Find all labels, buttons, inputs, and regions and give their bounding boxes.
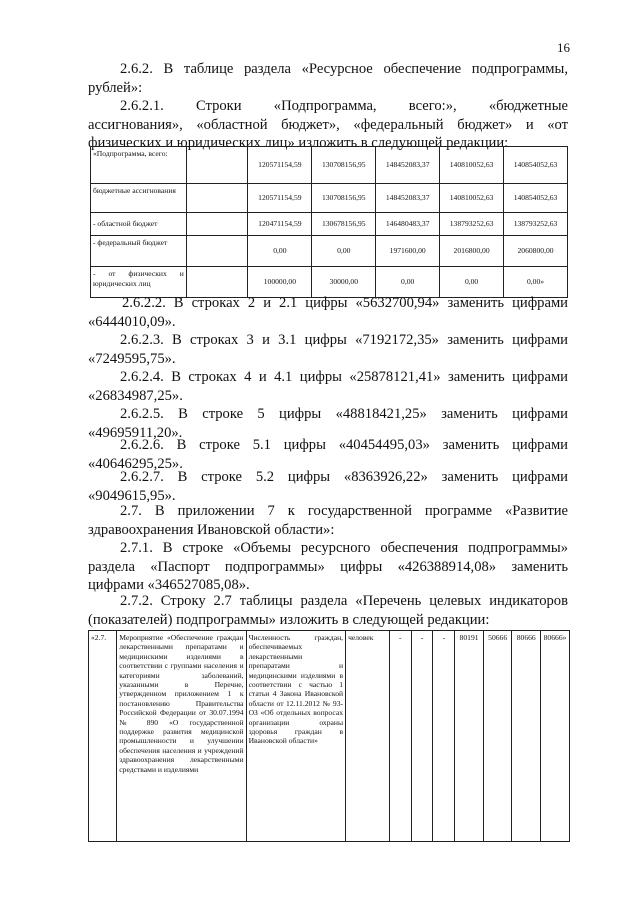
page-number: 16 [557, 40, 570, 55]
text-line: 2.6.2.3. В строках 3 и 3.1 цифры «7192172,35» заменить цифрами [120, 332, 568, 348]
table-cell: 80666» [541, 631, 570, 842]
table-cell [186, 236, 248, 267]
table-row [91, 267, 568, 298]
paragraph-2-6-2 [88, 60, 568, 97]
table-row [91, 213, 568, 236]
text-line: ассигнования», «областной бюджет», «федеральный бюджет» и «от [88, 116, 568, 133]
text-line: физических и юридических лиц» изложить в следующей редакции: [88, 135, 509, 151]
table-cell: - [389, 631, 411, 842]
table-cell: 2016800,00 [440, 236, 504, 267]
unit-cell: человек [346, 631, 390, 842]
table-cell: 120571154,59 [248, 147, 312, 184]
table-cell: - [433, 631, 455, 842]
text-line: 2.6.2.4. В строках 4 и 4.1 цифры «25878121,41» заменить цифрами [120, 369, 568, 385]
table-cell: 30000,00 [312, 267, 376, 298]
table-cell: 148452083,37 [376, 147, 440, 184]
text-line: «40646295,25». [88, 455, 183, 472]
paragraph-2-6-2-4 [88, 368, 568, 405]
table-cell: 130708156,95 [312, 184, 376, 213]
table-cell [186, 184, 248, 213]
table-row [89, 631, 570, 842]
paragraph-2-6-2-1 [88, 97, 568, 153]
table-row [91, 236, 568, 267]
text-line: «26834987,25». [88, 387, 183, 404]
table-cell: 0,00 [376, 267, 440, 298]
text-line: (показателей) подпрограммы» изложить в следующей редакции: [88, 611, 490, 628]
table-cell: 140810052,63 [440, 184, 504, 213]
row-number: «2.7. [89, 631, 117, 842]
table-cell: 2060800,00 [504, 236, 568, 267]
table-cell [186, 213, 248, 236]
table-row [91, 184, 568, 213]
text-line: «9049615,95». [88, 487, 176, 504]
text-line: 2.6.2.2. В строках 2 и 2.1 цифры «5632700,94» заменить цифрами [122, 295, 568, 311]
text-line: 2.6.2.5. В строке 5 цифры «48818421,25» заменить цифрами [120, 406, 568, 422]
text-line: здравоохранения Ивановской области»: [88, 521, 335, 538]
table-cell: 120571154,59 [248, 184, 312, 213]
table-cell: 138793252,63 [504, 213, 568, 236]
text-line: 2.7. В приложении 7 к государственной программе «Развитие [120, 503, 568, 519]
measure-description: Мероприятие «Обеспечение граждан лекарственными препаратами и медицинскими изделиями в соответствии с группами населения и категориями заболеваний, указанными в Перечне, утвержденном приложением 1 к постановлению Правительства Российской Федерации от 30.07.1994 № 890 «О государственной поддержке развития медицинской промышленности и улучшении обеспечения населения и учреждений здравоохранения лекарственными средствами и изделиями [117, 631, 246, 842]
text-line: 2.7.2. Строку 2.7 таблицы раздела «Перечень целевых индикаторов [120, 593, 568, 609]
row-label: бюджетные ассигнования [91, 184, 187, 213]
table-cell: 140854052,63 [504, 184, 568, 213]
table-row [91, 147, 568, 184]
table-cell: 130708156,95 [312, 147, 376, 184]
table-cell: 146480483,37 [376, 213, 440, 236]
table-cell: 1971600,00 [376, 236, 440, 267]
row-label: - областной бюджет [91, 213, 187, 236]
row-label: «Подпрограмма, всего: [91, 147, 187, 184]
table-cell: 0,00 [248, 236, 312, 267]
table-cell: 140854052,63 [504, 147, 568, 184]
table-cell: 120471154,59 [248, 213, 312, 236]
table-cell [186, 267, 248, 298]
text-line: 2.6.2.7. В строке 5.2 цифры «8363926,22» заменить цифрами [120, 469, 568, 485]
text-line: 2.6.2. В таблице раздела «Ресурсное обеспечение подпрограммы, [120, 61, 568, 77]
paragraph-2-7 [88, 502, 568, 539]
table-cell: 80191 [455, 631, 484, 842]
indicator-table [88, 630, 570, 842]
text-line: «49695911,20». [88, 424, 183, 441]
text-line: раздела «Паспорт подпрограммы» цифры «426388914,08» заменить [88, 558, 568, 575]
table-cell [186, 147, 248, 184]
paragraph-2-7-2 [88, 592, 568, 629]
row-label: - от физических и юридических лиц [91, 267, 187, 298]
table-cell: 138793252,63 [440, 213, 504, 236]
table-cell: 140810052,63 [440, 147, 504, 184]
table-cell: 148452083,37 [376, 184, 440, 213]
text-line: 2.6.2.6. В строке 5.1 цифры «40454495,03» заменить цифрами [120, 437, 568, 453]
table-cell: - [411, 631, 433, 842]
indicator-description: Численность граждан, обеспечиваемых лекарственными препаратами и медицинскими изделиями в соответствии с частью 1 статьи 4 Закона Ивановской области от 12.11.2012 № 93-ОЗ «Об отдельных вопросах организации охраны здоровья граждан в Ивановской области» [246, 631, 346, 842]
table-cell: 80666 [512, 631, 541, 842]
table-cell: 0,00 [312, 236, 376, 267]
row-label: - федеральный бюджет [91, 236, 187, 267]
text-line: цифрами «346527085,08». [88, 577, 250, 593]
table-cell: 0,00» [504, 267, 568, 298]
table-cell: 0,00 [440, 267, 504, 298]
text-line: «7249595,75». [88, 350, 176, 367]
table-cell: 50666 [483, 631, 512, 842]
budget-table [90, 146, 568, 298]
text-line: 2.6.2.1. Строки «Подпрограмма, всего:», «бюджетные [120, 98, 568, 114]
table-cell: 100000,00 [248, 267, 312, 298]
paragraph-2-6-2-7 [88, 468, 568, 505]
paragraph-2-7-1 [88, 539, 568, 595]
paragraph-2-6-2-2 [88, 294, 568, 331]
paragraph-2-6-2-3 [88, 331, 568, 368]
text-line: рублей»: [88, 79, 143, 96]
text-line: 2.7.1. В строке «Объемы ресурсного обеспечения подпрограммы» [120, 540, 568, 556]
table-cell: 130678156,95 [312, 213, 376, 236]
text-line: «6444010,09». [88, 313, 176, 330]
